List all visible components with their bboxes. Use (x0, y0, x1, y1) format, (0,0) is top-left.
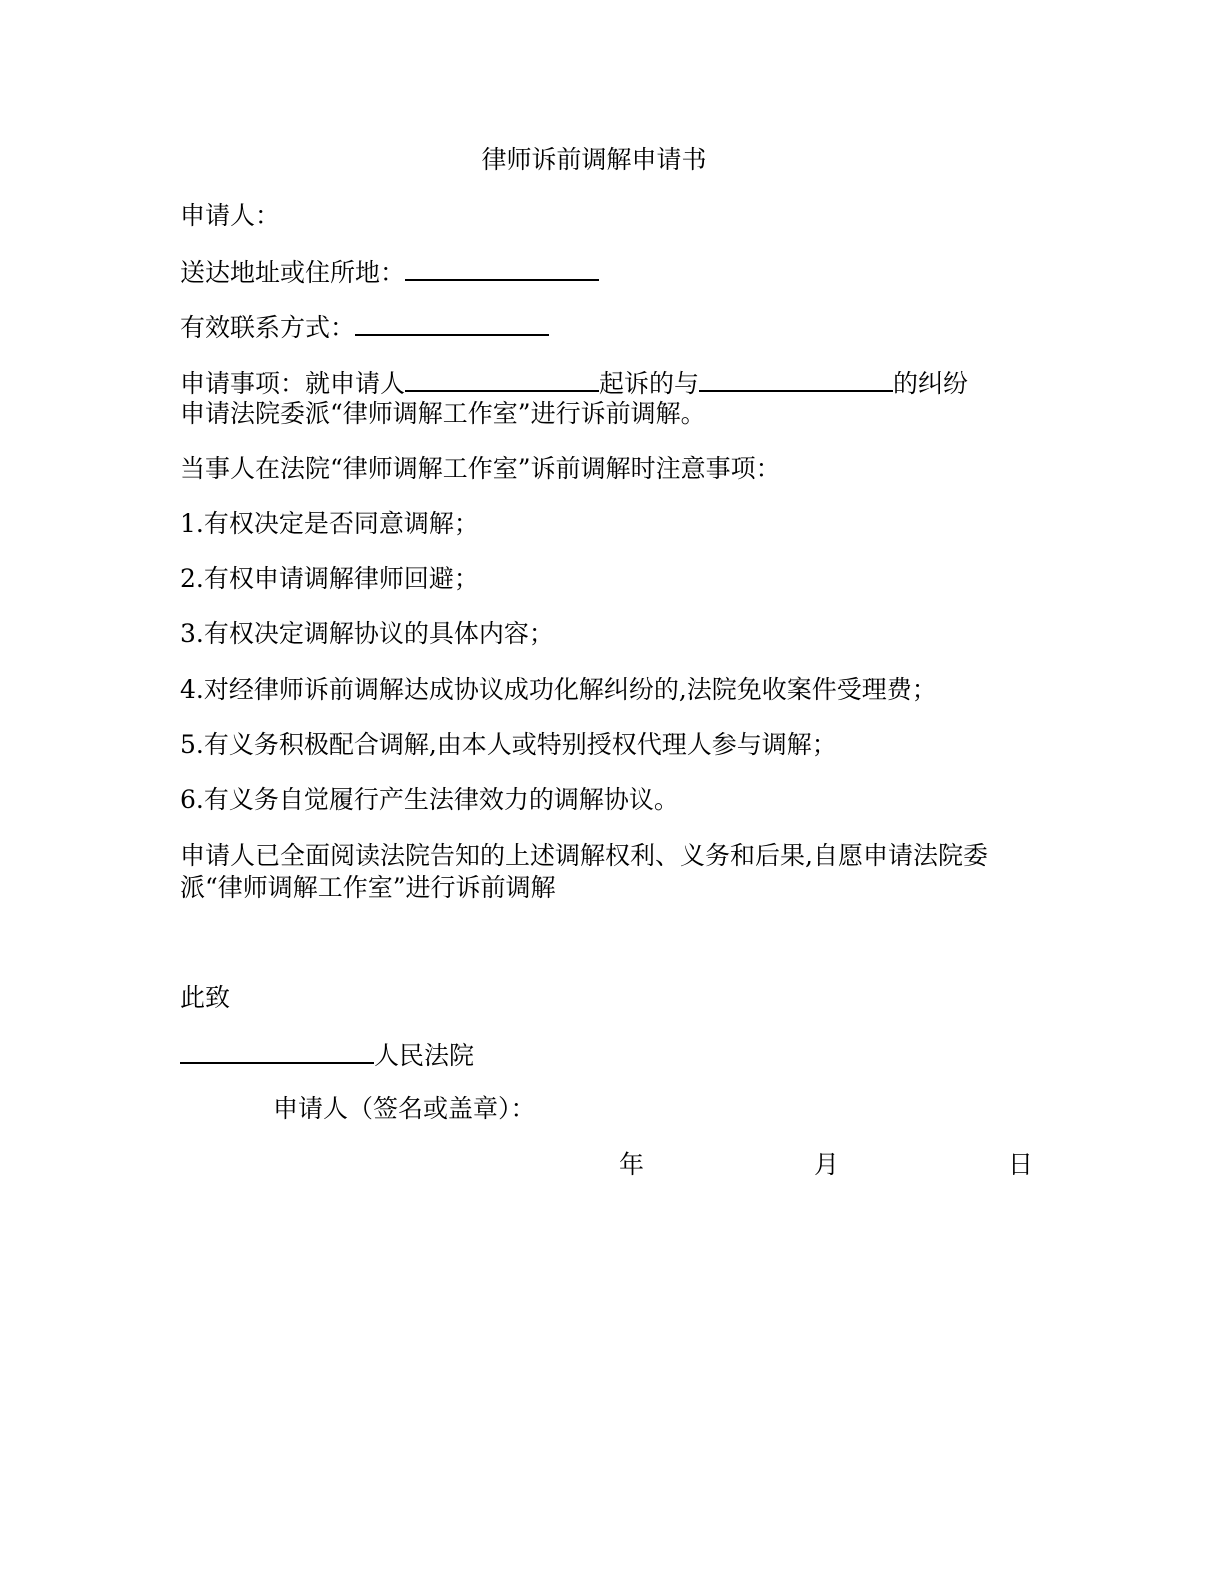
notice-heading: 当事人在法院“律师调解工作室”诉前调解时注意事项： (180, 454, 781, 483)
request-middle: 起诉的与 (599, 369, 700, 398)
contact-blank-field[interactable] (355, 310, 549, 336)
applicant-line (180, 200, 1050, 232)
respondent-name-blank-field[interactable] (699, 366, 893, 392)
signature-line: 申请人（签名或盖章）： (273, 1094, 536, 1123)
contact-line (180, 310, 1050, 344)
request-line-2: 申请法院委派“律师调解工作室”进行诉前调解。 (180, 399, 706, 428)
notice-item: 3.有权决定调解协议的具体内容； (180, 619, 554, 648)
document-title: 律师诉前调解申请书 (481, 145, 707, 174)
court-name-blank-field[interactable] (180, 1038, 374, 1064)
salutation: 此致 (180, 983, 231, 1012)
contact-label: 有效联系方式： (180, 313, 356, 342)
court-line (180, 1038, 1050, 1072)
date-day: 日 (1008, 1150, 1034, 1179)
applicant-label: 申请人： (180, 201, 281, 230)
request-line-1 (180, 366, 1050, 400)
notice-item: 5.有义务积极配合调解,由本人或特别授权代理人参与调解； (180, 730, 837, 759)
court-suffix: 人民法院 (374, 1041, 475, 1070)
notice-item: 4.对经律师诉前调解达成协议成功化解纠纷的,法院免收案件受理费； (180, 675, 937, 704)
address-blank-field[interactable] (405, 255, 599, 281)
date-line (0, 1149, 1224, 1183)
notice-item: 6.有义务自觉履行产生法律效力的调解协议。 (180, 785, 679, 814)
date-month: 月 (814, 1150, 840, 1179)
request-prefix: 申请事项：就申请人 (180, 369, 406, 398)
date-year: 年 (619, 1150, 645, 1179)
applicant-name-blank-field[interactable] (405, 366, 599, 392)
notice-item: 1.有权决定是否同意调解； (180, 509, 479, 538)
address-line (180, 255, 1050, 289)
address-label: 送达地址或住所地： (180, 258, 406, 287)
declaration-paragraph: 申请人已全面阅读法院告知的上述调解权利、义务和后果,自愿申请法院委派“律师调解工作室”进行诉前调解 (180, 841, 988, 902)
notice-item: 2.有权申请调解律师回避； (180, 564, 479, 593)
request-suffix: 的纠纷 (893, 369, 969, 398)
